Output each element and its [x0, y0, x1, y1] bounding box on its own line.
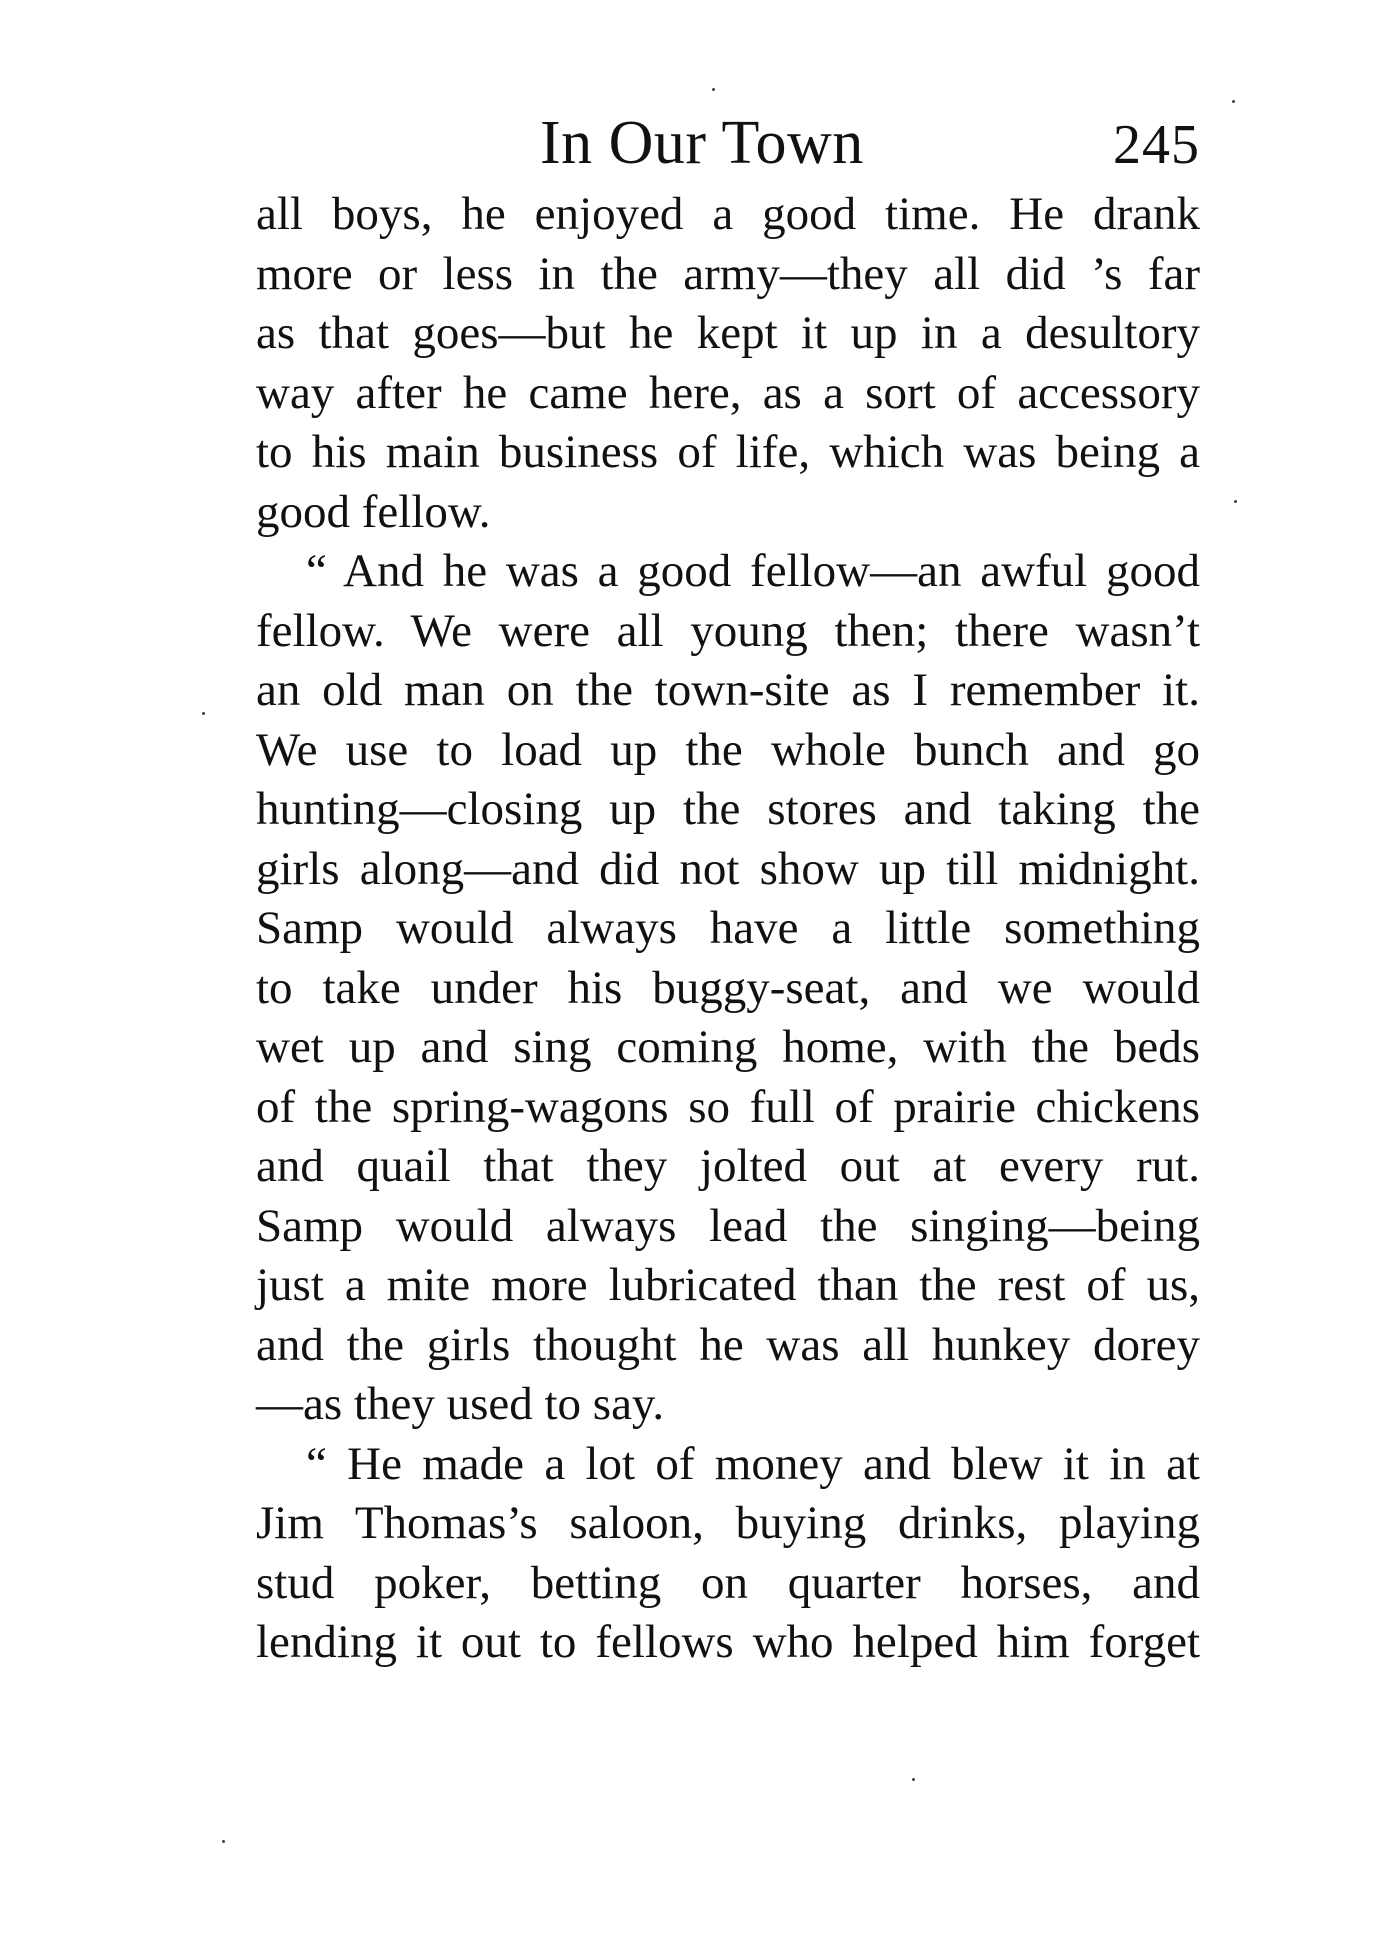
text-line: fellow. We were all young then; there wasn’t [256, 604, 1200, 657]
text-line: —as they used to say. [256, 1378, 665, 1430]
text-line: to his main business of life, which was being a [256, 426, 1200, 478]
running-title: In Our Town [540, 109, 864, 177]
page-number: 245 [1113, 114, 1200, 176]
text-line: “ And he was a good fellow—an awful good [306, 545, 1200, 597]
text-line: and quail that they jolted out at every rut. [256, 1140, 1200, 1192]
text-line: girls along—and did not show up till midnight. [256, 842, 1200, 895]
text-line: way after he came here, as a sort of accessory [256, 366, 1200, 419]
text-line: lending it out to fellows who helped him forget [256, 1616, 1200, 1668]
text-line: Jim Thomas’s saloon, buying drinks, playing [256, 1497, 1200, 1549]
scan-speck [912, 1778, 915, 1781]
scan-speck [1234, 500, 1237, 503]
text-line: all boys, he enjoyed a good time. He drank [256, 188, 1200, 240]
text-line: of the spring-wagons so full of prairie chickens [256, 1080, 1200, 1133]
text-line: stud poker, betting on quarter horses, and [256, 1556, 1200, 1609]
text-line: more or less in the army—they all did ’s far [256, 247, 1200, 300]
scan-speck [1232, 100, 1235, 103]
scan-speck [202, 712, 205, 715]
scan-speck [712, 88, 715, 91]
text-line: Samp would always lead the singing—being [256, 1199, 1200, 1252]
scan-speck [222, 1840, 225, 1843]
text-line: just a mite more lubricated than the rest of us, [256, 1259, 1200, 1311]
text-line: Samp would always have a little something [256, 902, 1200, 954]
text-line: and the girls thought he was all hunkey dorey [256, 1318, 1200, 1371]
text-line: to take under his buggy-seat, and we would [256, 961, 1200, 1014]
text-line: as that goes—but he kept it up in a desultory [256, 307, 1200, 359]
body-text [256, 185, 1200, 1673]
text-line: wet up and sing coming home, with the beds [256, 1021, 1200, 1073]
text-line: hunting—closing up the stores and taking the [256, 783, 1200, 835]
text-line: “ He made a lot of money and blew it in at [306, 1437, 1200, 1490]
text-line: We use to load up the whole bunch and go [256, 723, 1200, 776]
text-line: good fellow. [256, 485, 491, 538]
text-line: an old man on the town-site as I remember it. [256, 664, 1200, 716]
